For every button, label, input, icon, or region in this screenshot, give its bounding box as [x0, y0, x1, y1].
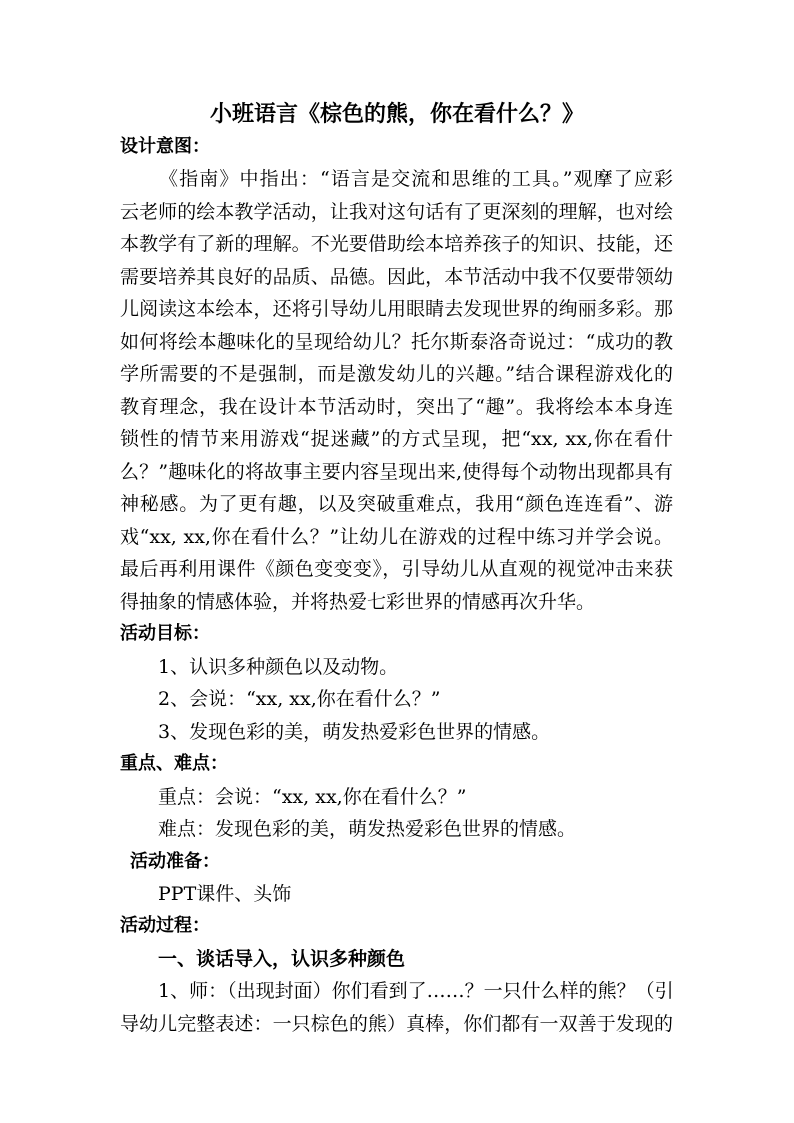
- paragraph-line: 戏“xx, xx,你在看什么？”让幼儿在游戏的过程中练习并学会说。: [120, 526, 673, 548]
- paragraph-line: 得抽象的情感体验，并将热爱七彩世界的情感再次升华。: [120, 591, 596, 613]
- goal-item: 1、认识多种颜色以及动物。: [158, 656, 399, 678]
- difficult-point: 难点：发现色彩的美，萌发热爱彩色世界的情感。: [158, 818, 577, 840]
- page-title: 小班语言《棕色的熊，你在看什么？》: [209, 101, 584, 127]
- process-heading: 活动过程：: [120, 915, 210, 936]
- paragraph-line: 么？”趣味化的将故事主要内容呈现出来,使得每个动物出现都具有: [120, 461, 673, 483]
- paragraph-line: 需要培养其良好的品质、品德。因此，本节活动中我不仅要带领幼: [120, 266, 673, 288]
- paragraph-line: 教育理念，我在设计本节活动时，突出了“趣”。我将绘本本身连: [120, 396, 673, 418]
- paragraph-line: 1、师：（出现封面）你们看到了……？一只什么样的熊？（引: [158, 980, 674, 1002]
- goals-heading: 活动目标：: [120, 623, 210, 644]
- preparation-heading: 活动准备：: [130, 851, 220, 872]
- paragraph-line: 儿阅读这本绘本，还将引导幼儿用眼睛去发现世界的绚丽多彩。那: [120, 298, 673, 320]
- key-points-heading: 重点、难点：: [120, 753, 228, 774]
- paragraph-line: 锁性的情节来用游戏“捉迷藏”的方式呈现，把“xx, xx,你在看什: [120, 428, 673, 450]
- paragraph-line: 《指南》中指出：“语言是交流和思维的工具。”观摩了应彩: [159, 168, 673, 190]
- paragraph-line: 最后再利用课件《颜色变变变》，引导幼儿从直观的视觉冲击来获: [120, 558, 673, 580]
- paragraph-line: 云老师的绘本教学活动，让我对这句话有了更深刻的理解，也对绘: [120, 201, 673, 223]
- paragraph-line: 导幼儿完整表述：一只棕色的熊）真棒，你们都有一双善于发现的: [120, 1013, 673, 1035]
- process-section-title: 一、谈话导入，认识多种颜色: [158, 948, 406, 970]
- preparation-content: PPT课件、头饰: [158, 883, 292, 905]
- paragraph-line: 如何将绘本趣味化的呈现给幼儿？托尔斯泰洛奇说过：“成功的教: [120, 331, 673, 353]
- paragraph-line: 学所需要的不是强制，而是激发幼儿的兴趣。”结合课程游戏化的: [120, 363, 673, 385]
- goal-item: 3、发现色彩的美，萌发热爱彩色世界的情感。: [158, 721, 551, 743]
- paragraph-line: 本教学有了新的理解。不光要借助绘本培养孩子的知识、技能，还: [120, 233, 673, 255]
- design-intent-heading: 设计意图：: [120, 136, 210, 157]
- key-point: 重点：会说：“xx, xx,你在看什么？”: [158, 786, 467, 808]
- goal-item: 2、会说：“xx, xx,你在看什么？”: [158, 688, 441, 710]
- paragraph-line: 神秘感。为了更有趣，以及突破重难点，我用“颜色连连看”、游: [120, 493, 673, 515]
